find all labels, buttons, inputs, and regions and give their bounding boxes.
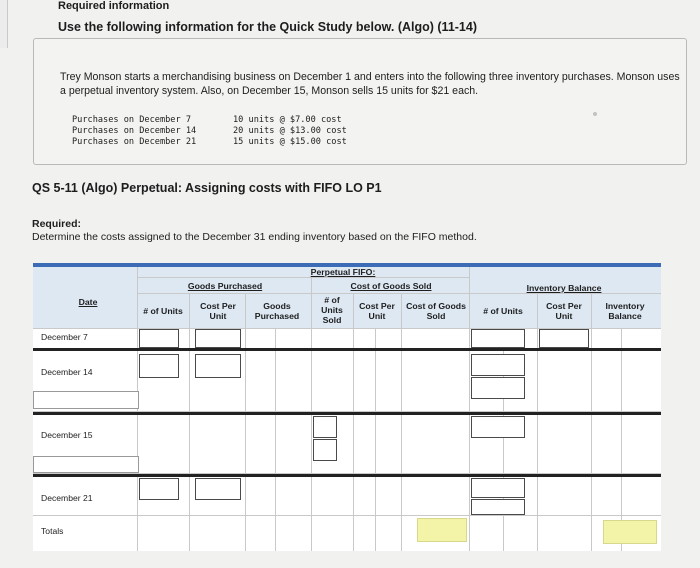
date-column-header: Date	[78, 297, 98, 307]
ending-inventory-answer-input[interactable]	[603, 520, 657, 544]
dec15-inv-units-input[interactable]	[471, 416, 525, 438]
dec7-cost-input[interactable]	[195, 329, 241, 348]
purchase-labels	[72, 115, 196, 148]
grid-line	[33, 515, 661, 516]
grid-line	[469, 267, 470, 551]
fifo-worksheet-table	[33, 263, 661, 551]
total-dec14-row-box	[33, 391, 139, 409]
grid-line	[137, 277, 469, 278]
grid-line	[245, 293, 246, 551]
grid-line	[591, 293, 592, 551]
grid-line	[621, 329, 622, 551]
header-line: Unit	[555, 311, 573, 321]
goods-purchased-header	[247, 301, 307, 321]
purchase-value: 10 units @ $7.00 cost	[233, 115, 342, 125]
left-frame-edge	[0, 0, 8, 48]
dec21-units-input[interactable]	[139, 478, 179, 500]
decorative-dot	[593, 112, 597, 116]
header-line: Cost Per	[200, 301, 236, 311]
grid-line	[189, 293, 190, 551]
goods-purchased-group-label: Goods Purchased	[187, 281, 263, 291]
grid-line	[137, 293, 661, 294]
dec7-units-input[interactable]	[139, 329, 179, 348]
row-separator	[33, 348, 661, 351]
row-separator	[33, 474, 661, 477]
header-line: Inventory	[605, 301, 645, 311]
required-label: Required:	[32, 218, 82, 230]
inv-units-header: # of Units	[483, 306, 523, 316]
cost-per-unit-header	[193, 301, 243, 321]
header-line: Balance	[608, 311, 642, 321]
cogs-group-label: Cost of Goods Sold	[350, 281, 432, 291]
dec7-inv-units-input[interactable]	[471, 329, 525, 348]
header-line: Unit	[209, 311, 227, 321]
header-line: # of	[324, 295, 340, 305]
grid-line	[353, 293, 354, 551]
row-separator	[33, 412, 661, 415]
dec21-inv-units-input-1[interactable]	[471, 478, 525, 498]
purchase-label: Purchases on December 7	[72, 115, 191, 125]
header-line: Goods	[263, 301, 291, 311]
row-label-dec21: December 21	[41, 493, 93, 503]
header-line: Sold	[322, 315, 342, 325]
purchase-label: Purchases on December 21	[72, 137, 197, 147]
row-label-dec7: December 7	[41, 332, 88, 342]
total-cogs-answer-input[interactable]	[417, 518, 467, 542]
grid-line	[401, 293, 402, 551]
purchase-label: Purchases on December 14	[72, 126, 197, 136]
dec14-inv-units-input-2[interactable]	[471, 377, 525, 399]
grid-line	[137, 267, 138, 551]
row-label-dec15: December 15	[41, 430, 93, 440]
purchase-value: 15 units @ $15.00 cost	[233, 137, 347, 147]
header-line: Cost Per	[359, 301, 395, 311]
inv-cost-per-unit-header	[539, 301, 589, 321]
dec21-cost-input[interactable]	[195, 478, 241, 500]
units-column-header: # of Units	[143, 306, 183, 316]
total-dec15-row-box	[33, 456, 139, 473]
units-sold-header	[311, 295, 353, 325]
problem-paragraph: Trey Monson starts a merchandising business on December 1 and enters into the following three inventory purchases. Monson uses a perpetual inventory system. Also, on December 15, Monson sells 15 units for $21 each.	[60, 71, 680, 97]
dec14-cost-input[interactable]	[195, 354, 241, 378]
dec14-inv-units-input-1[interactable]	[471, 354, 525, 376]
header-line: Cost of Goods	[406, 301, 466, 311]
quick-study-heading: Use the following information for the Quick Study below. (Algo) (11-14)	[58, 20, 478, 34]
dec15-units-sold-input-2[interactable]	[313, 439, 337, 461]
header-line: Units	[321, 305, 343, 315]
header-line: Cost Per	[546, 301, 582, 311]
grid-line	[275, 329, 276, 551]
header-line: Purchased	[254, 311, 300, 321]
inv-balance-header	[597, 301, 653, 321]
question-title: QS 5-11 (Algo) Perpetual: Assigning costs with FIFO LO P1	[32, 181, 382, 195]
cogs-total-header	[401, 301, 471, 321]
row-label-totals: Totals	[41, 526, 64, 536]
question-instruction: Determine the costs assigned to the December 31 ending inventory based on the FIFO method.	[32, 231, 477, 243]
grid-line	[375, 329, 376, 551]
dec7-inv-cost-input[interactable]	[539, 329, 589, 348]
dec15-units-sold-input[interactable]	[313, 416, 337, 438]
dec21-inv-units-input-2[interactable]	[471, 499, 525, 515]
dec14-units-input[interactable]	[139, 354, 179, 378]
grid-line	[537, 293, 538, 551]
header-line: Unit	[368, 311, 386, 321]
required-info-heading: Required information	[58, 0, 170, 12]
purchase-values	[233, 115, 347, 148]
inventory-balance-group-label: Inventory Balance	[526, 283, 602, 293]
purchase-value: 20 units @ $13.00 cost	[233, 126, 347, 136]
perpetual-fifo-label: Perpetual FIFO:	[310, 267, 376, 277]
row-label-dec14: December 14	[41, 367, 93, 377]
header-line: Sold	[426, 311, 446, 321]
cogs-cost-per-unit-header	[355, 301, 399, 321]
